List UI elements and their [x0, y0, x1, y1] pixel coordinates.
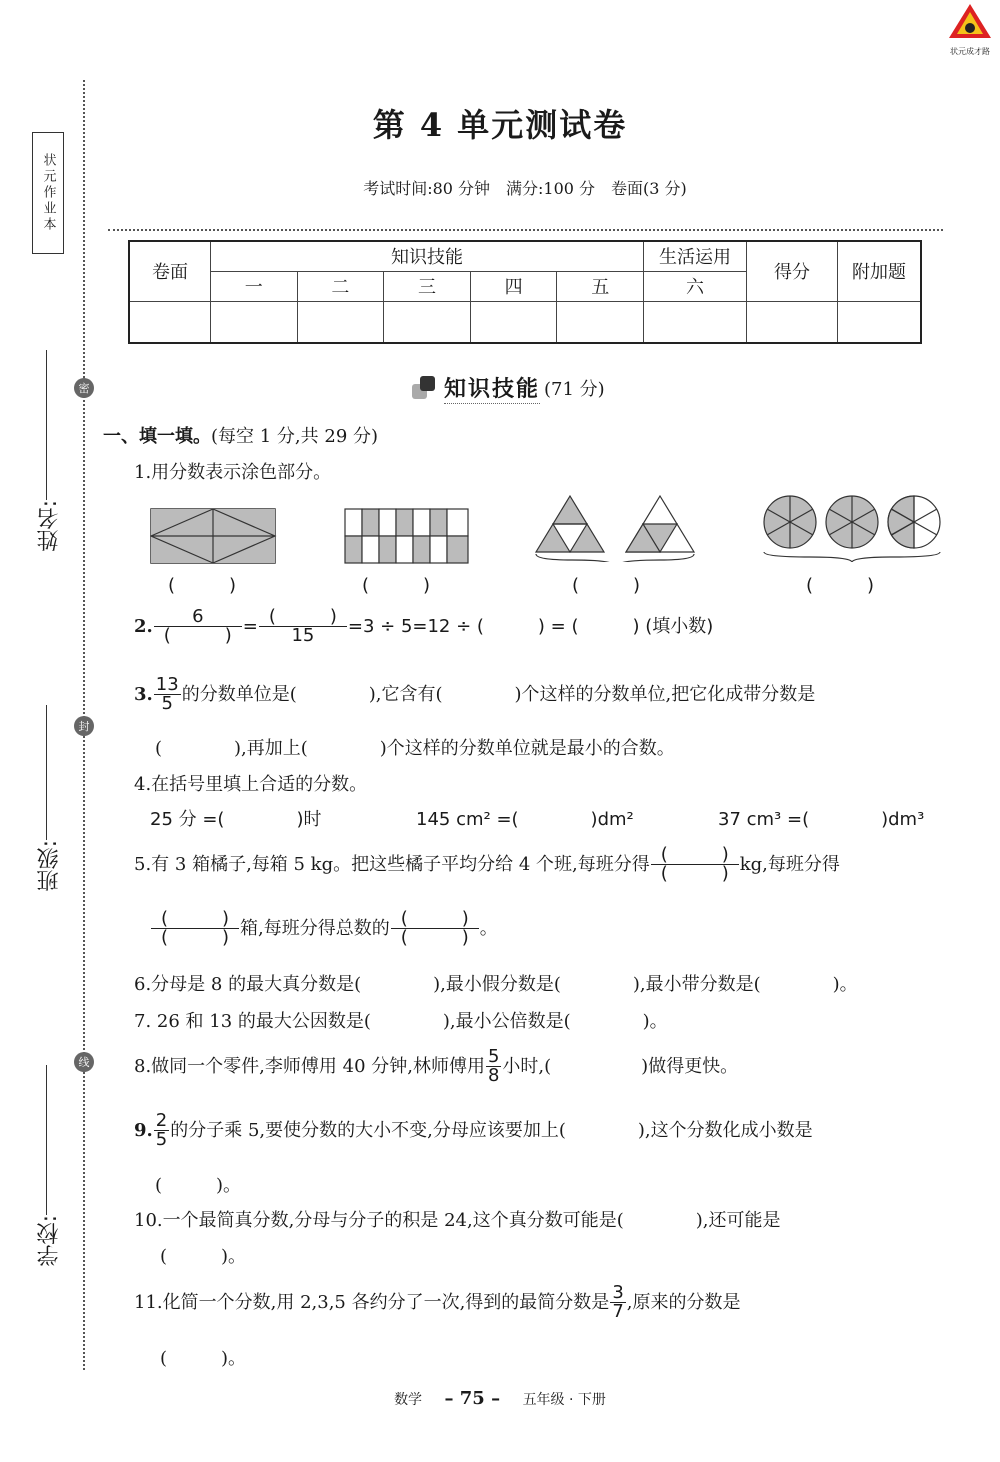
q10-line-2[interactable]: ( )。	[160, 1246, 247, 1267]
section-icon	[412, 376, 436, 400]
q2-rest[interactable]: =3 ÷ 5=12 ÷ ( ) = ( ) (填小数)	[347, 615, 714, 637]
q4-a[interactable]: 25 分 =( )时	[150, 809, 322, 830]
score-cell[interactable]	[838, 301, 922, 343]
page-number: – 75 –	[444, 1388, 501, 1409]
score-cell[interactable]	[644, 301, 747, 343]
q3-fraction: $\frac{13}{5}$	[155, 674, 179, 714]
section-points: (71 分)	[544, 379, 605, 400]
question-7[interactable]: 7. 26 和 13 的最大公因数是( ),最小公倍数是( )。	[134, 1011, 668, 1032]
q3-line-2[interactable]: ( ),再加上( )个这样的分数单位就是最小的合数。	[155, 738, 675, 759]
question-3: 3. $\frac{13}{5}$ 的分数单位是( ),它含有( )个这样的分数单位,把它化成带分数是	[134, 674, 816, 714]
col-1: 一	[211, 271, 298, 301]
score-cell[interactable]	[297, 301, 384, 343]
seal-xian: 线	[74, 1052, 94, 1072]
q5-fraction-kg[interactable]: $\frac{( )}{( )}$	[651, 846, 739, 883]
header-zhishi: 知识技能	[211, 241, 644, 271]
q2-fraction-2: $\frac{( )}{15}$	[259, 608, 347, 645]
q3-line-1[interactable]: 的分数单位是( ),它含有( )个这样的分数单位,把它化成带分数是	[181, 683, 816, 705]
header-juanmian: 卷面	[129, 241, 211, 301]
footer-subject: 数学	[394, 1392, 423, 1408]
answer-blank-fig2[interactable]: ( )	[362, 575, 431, 596]
section-title: 知识技能	[444, 372, 540, 404]
page-footer	[0, 1388, 1000, 1409]
exam-info: 考试时间:80 分钟 满分:100 分 卷面(3 分)	[363, 179, 687, 198]
question-8: 8.做同一个零件,李师傅用 40 分钟,林师傅用 $\frac{5}{8}$ 小时,( )做得更快。	[134, 1046, 739, 1086]
score-cell[interactable]	[747, 301, 838, 343]
question-10[interactable]: 10.一个最简真分数,分母与分子的积是 24,这个真分数可能是( ),还可能是	[134, 1210, 781, 1231]
score-cell[interactable]	[470, 301, 557, 343]
header-defen: 得分	[747, 241, 838, 301]
page-title: 第 4 单元测试卷	[372, 106, 628, 144]
class-line[interactable]	[46, 705, 47, 840]
figure-diamond-rect	[150, 508, 278, 566]
q5-fraction-total[interactable]: $\frac{( )}{( )}$	[391, 910, 479, 947]
q2-number: 2.	[134, 615, 153, 637]
figure-circles	[760, 494, 946, 562]
part-heading	[103, 428, 378, 446]
publisher-logo	[945, 2, 995, 56]
q8-fraction: $\frac{5}{8}$	[487, 1046, 500, 1086]
question-6[interactable]: 6.分母是 8 的最大真分数是( ),最小假分数是( ),最小带分数是( )。	[134, 974, 858, 995]
school-label: 学校:	[37, 1215, 62, 1267]
part-note: (每空 1 分,共 29 分)	[211, 426, 379, 447]
q5-fraction-box[interactable]: $\frac{( )}{( )}$	[151, 910, 239, 947]
q5-line-2: $\frac{( )}{( )}$ 箱,每班分得总数的 $\frac{( )}{( )}$ 。	[150, 910, 498, 947]
col-5: 五	[557, 271, 644, 301]
answer-blank-fig3[interactable]: ( )	[572, 575, 641, 596]
header-fujiati: 附加题	[838, 241, 922, 301]
q11-fraction: $\frac{3}{7}$	[612, 1282, 624, 1322]
question-11: 11.化简一个分数,用 2,3,5 各约分了一次,得到的最简分数是 $\frac{3}{7}$ ,原来的分数是	[134, 1282, 741, 1322]
seal-feng: 封	[74, 716, 94, 736]
q9-fraction: $\frac{2}{5}$	[155, 1110, 168, 1150]
question-9: 9. $\frac{2}{5}$ 的分子乘 5,要使分数的大小不变,分母应该要加上( ),这个分数化成小数是	[134, 1110, 813, 1150]
score-table	[128, 240, 922, 344]
class-label: 班级:	[37, 840, 62, 892]
score-cell[interactable]	[129, 301, 211, 343]
question-1: 1.用分数表示涂色部分。	[134, 462, 332, 483]
title-divider	[108, 229, 943, 231]
question-4: 4.在括号里填上合适的分数。	[134, 774, 368, 795]
col-2: 二	[297, 271, 384, 301]
question-5: 5.有 3 箱橘子,每箱 5 kg。把这些橘子平均分给 4 个班,每班分得 $\frac{( )}{( )}$ kg,每班分得	[134, 844, 840, 884]
header-shenghuo: 生活运用	[644, 241, 747, 271]
figure-triangles	[532, 492, 698, 562]
score-cell[interactable]	[557, 301, 644, 343]
answer-blank-fig4[interactable]: ( )	[806, 575, 875, 596]
footer-grade: 五年级 · 下册	[522, 1392, 606, 1408]
score-cell[interactable]	[211, 301, 298, 343]
q2-fraction-1: $\frac{6}{( )}$	[154, 608, 242, 645]
q4-b[interactable]: 145 cm² =( )dm²	[416, 809, 634, 830]
answer-blank-fig1[interactable]: ( )	[168, 575, 237, 596]
question-2: 2. $\frac{6}{( )}$ = $\frac{( )}{15}$ =3 ÷ 5=12 ÷ ( ) = ( ) (填小数)	[134, 606, 714, 646]
col-6: 六	[644, 271, 747, 301]
col-4: 四	[470, 271, 557, 301]
section-heading	[412, 372, 605, 404]
col-3: 三	[384, 271, 471, 301]
q9-line-2[interactable]: ( )。	[155, 1175, 242, 1196]
q11-line-2[interactable]: ( )。	[160, 1348, 247, 1369]
figure-grid	[344, 508, 472, 566]
seal-mi: 密	[74, 378, 94, 398]
part-title: 一、填一填。	[103, 426, 211, 447]
score-cell[interactable]	[384, 301, 471, 343]
brand-box: 状元作业本	[32, 132, 64, 254]
school-line[interactable]	[46, 1065, 47, 1215]
logo-text: 状元成才路	[950, 47, 990, 56]
q4-c[interactable]: 37 cm³ =( )dm³	[718, 809, 925, 830]
name-label: 姓名:	[37, 500, 62, 552]
name-line[interactable]	[46, 350, 47, 500]
